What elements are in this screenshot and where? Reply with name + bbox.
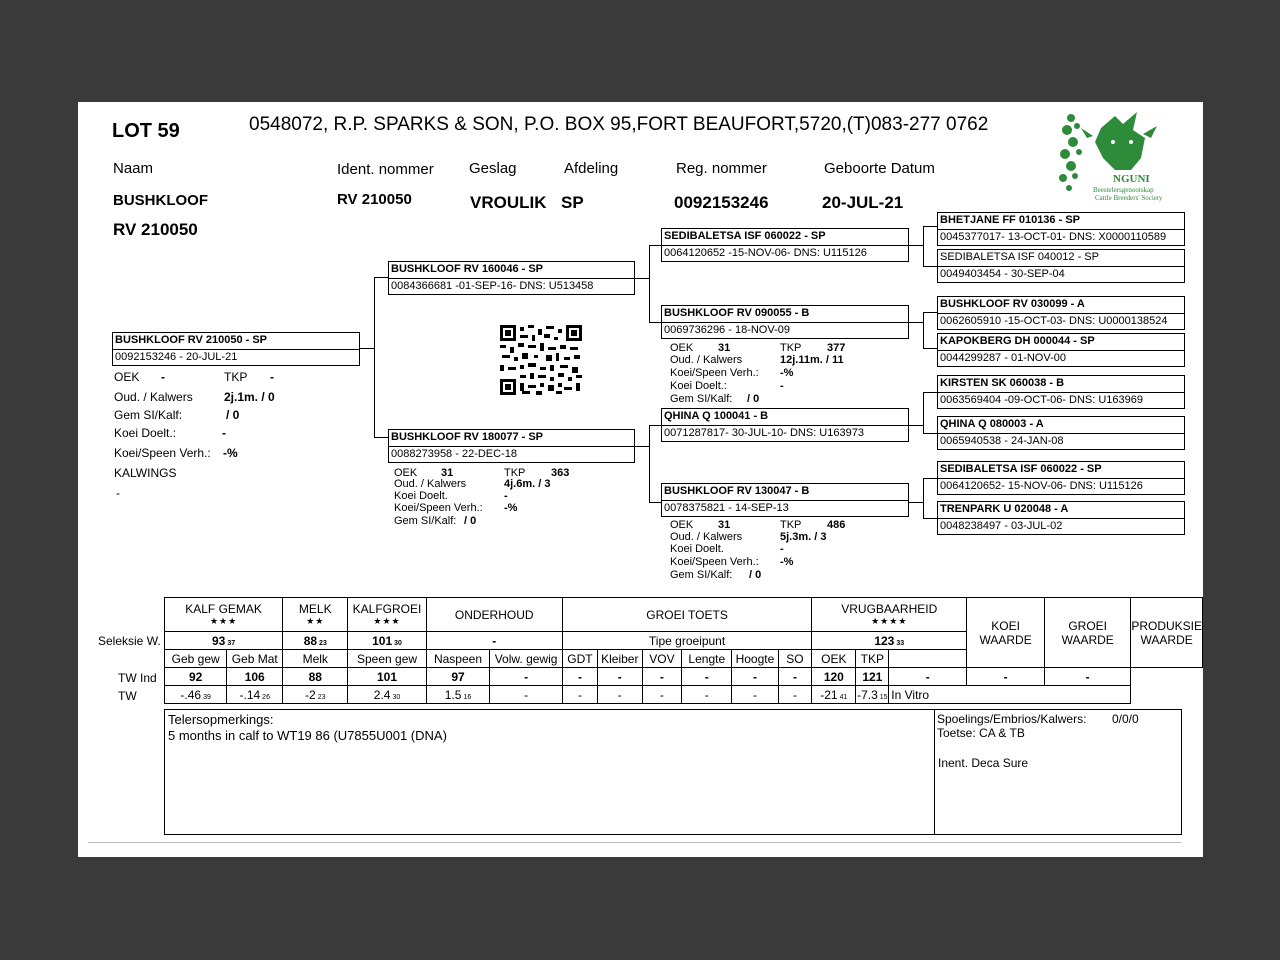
seleksie-onderhoud: - — [426, 632, 562, 650]
dam-tkp-label: TKP — [504, 467, 526, 479]
tw-value: -21 41 — [812, 686, 856, 704]
dd-gem-label: Gem SI/Kalf: — [670, 569, 733, 581]
catalogue-page — [78, 102, 1203, 857]
dsd-name: QHINA Q 080003 - A — [940, 418, 1044, 430]
tw-ind-value: - — [642, 668, 682, 686]
pedigree-dsd-box — [937, 416, 1185, 450]
col-header: Naspeen — [426, 650, 490, 668]
dds-name: SEDIBALETSA ISF 060022 - SP — [940, 463, 1102, 475]
tw-label: TW — [118, 689, 137, 703]
animal-reg: 0092153246 — [674, 193, 769, 212]
dam-oud-label: Oud. / Kalwers — [394, 478, 467, 490]
dss-name: KIRSTEN SK 060038 - B — [940, 377, 1065, 389]
tw-value: -.14 26 — [227, 686, 283, 704]
pedigree-ssd-box — [937, 249, 1185, 283]
col-header: VOV — [642, 650, 682, 668]
dd-doelt-label: Koei Doelt. — [670, 543, 724, 555]
tw-value: 1.5 16 — [426, 686, 490, 704]
sdd-name: KAPOKBERG DH 000044 - SP — [940, 335, 1095, 347]
tw-ind-label: TW Ind — [118, 671, 157, 685]
tw-value: - — [682, 686, 732, 704]
waarde-groei: - — [967, 668, 1045, 686]
dd-tkp: 486 — [827, 519, 846, 531]
pedigree-sdd-box — [937, 333, 1185, 367]
tw-value: -7.3 15 — [857, 687, 888, 702]
inent: Inent. Deca Sure — [938, 756, 1029, 770]
col-header: Volw. gewig — [490, 650, 562, 668]
qr-code-icon — [500, 325, 582, 395]
pedigree-animal-name: BUSHKLOOF RV 210050 - SP — [115, 334, 268, 346]
label-geslag: Geslag — [469, 160, 517, 177]
col-header: Speen gew — [348, 650, 426, 668]
tw-ind-value: - — [682, 668, 732, 686]
label-afdeling: Afdeling — [564, 160, 619, 177]
animal-afdeling: SP — [561, 193, 584, 212]
tw-ind-value: 88 — [283, 668, 348, 686]
animal-tkp: - — [270, 370, 274, 384]
in-vitro: In Vitro — [889, 686, 1131, 704]
dam-speen-label: Koei/Speen Verh.: — [394, 502, 483, 514]
sdd-line: 0044299287 - 01-NOV-00 — [940, 352, 1066, 364]
tw-value: - — [598, 686, 642, 704]
animal-doelt: - — [222, 426, 226, 440]
dd-oud: 5j.3m. / 3 — [780, 531, 827, 543]
animal-gem: / 0 — [226, 408, 240, 422]
tw-ind-value: - — [778, 668, 812, 686]
owner-line: 0548072, R.P. SPARKS & SON, P.O. BOX 95,FORT BEAUFORT,5720,(T)083-277 0762 — [249, 114, 989, 135]
sd-tkp: 377 — [827, 342, 846, 354]
hdr-kalfgroei: KALFGROEI ★★★ — [348, 598, 426, 632]
sss-line: 0045377017- 13-OCT-01- DNS: X0000110589 — [940, 231, 1167, 243]
sire-name: BUSHKLOOF RV 160046 - SP — [391, 263, 544, 275]
dam-name: BUSHKLOOF RV 180077 - SP — [391, 431, 544, 443]
svg-text:Cattle Breeders' Society: Cattle Breeders' Society — [1095, 194, 1163, 202]
hdr-kalf-gemak: KALF GEMAK ★★★ — [165, 598, 283, 632]
pedigree-ss-box — [661, 228, 909, 262]
tw-ind-value: 97 — [426, 668, 490, 686]
animal-birthdate: 20-JUL-21 — [822, 193, 904, 212]
ds-line: 0071287817- 30-JUL-10- DNS: U163973 — [664, 427, 864, 439]
col-header: SO — [778, 650, 812, 668]
sd-speen: -% — [780, 367, 794, 379]
seleksie-melk: 88 23 — [283, 632, 348, 650]
sd-doelt-label: Koei Doelt.: — [670, 380, 727, 392]
animal-gem-label: Gem SI/Kalf: — [114, 408, 183, 422]
dam-gem: / 0 — [464, 515, 477, 527]
col-header: GDT — [562, 650, 597, 668]
dd-name: BUSHKLOOF RV 130047 - B — [664, 485, 810, 497]
sss-name: BHETJANE FF 010136 - SP — [940, 214, 1080, 226]
dam-doelt-label: Koei Doelt. — [394, 490, 448, 502]
pedigree-dd-box — [661, 483, 909, 517]
tw-ind-value: - — [562, 668, 597, 686]
dd-oud-label: Oud. / Kalwers — [670, 531, 743, 543]
hdr-onderhoud: ONDERHOUD — [426, 598, 562, 632]
label-ident: Ident. nommer — [337, 161, 434, 178]
label-naam: Naam — [113, 160, 154, 177]
svg-text:Beestelersgenootskap: Beestelersgenootskap — [1093, 186, 1154, 194]
animal-doelt-label: Koei Doelt.: — [114, 426, 177, 440]
pedigree-sire-box — [388, 261, 635, 295]
sd-oek-label: OEK — [670, 342, 694, 354]
pedigree-ds-box — [661, 408, 909, 442]
remarks-text: 5 months in calf to WT19 86 (U7855U001 (DNA) — [168, 728, 447, 743]
tw-value: - — [562, 686, 597, 704]
dd-tkp-label: TKP — [780, 519, 802, 531]
spoelings-value: 0/0/0 — [1112, 712, 1139, 726]
animal-speen: -% — [223, 446, 238, 460]
spoelings-label: Spoelings/Embrios/Kalwers: — [937, 712, 1087, 726]
pedigree-dss-box — [937, 375, 1185, 409]
hdr-vrugbaarheid: VRUGBAARHEID ★★★★ — [812, 598, 967, 632]
seleksie-label: Seleksie W. — [98, 634, 161, 648]
dd-line: 0078375821 - 14-SEP-13 — [664, 502, 789, 514]
nguni-logo-icon — [1053, 108, 1168, 203]
ssd-name: SEDIBALETSA ISF 040012 - SP — [940, 251, 1099, 263]
tw-ind-value: 101 — [348, 668, 426, 686]
dds-line: 0064120652- 15-NOV-06- DNS: U115126 — [940, 480, 1143, 492]
ds-name: QHINA Q 100041 - B — [664, 410, 769, 422]
kalwings-value: - — [116, 486, 120, 500]
seleksie-groei: 101 30 — [348, 632, 426, 650]
tw-value: - — [778, 686, 812, 704]
dam-doelt: - — [504, 490, 508, 502]
col-header: Geb Mat — [227, 650, 283, 668]
toetse: Toetse: CA & TB — [937, 726, 1025, 740]
pedigree-sss-box — [937, 212, 1185, 246]
tw-value: - — [490, 686, 562, 704]
hdr-groei-waarde: GROEI WAARDE — [1045, 598, 1131, 668]
pedigree-ddd-box — [937, 501, 1185, 535]
dam-speen: -% — [504, 502, 518, 514]
label-reg: Reg. nommer — [676, 160, 767, 177]
sd-gem: / 0 — [747, 393, 760, 405]
col-header: Kleiber — [598, 650, 642, 668]
dsd-line: 0065940538 - 24-JAN-08 — [940, 435, 1064, 447]
lot-number: LOT 59 — [112, 120, 180, 142]
sd-gem-label: Gem SI/Kalf: — [670, 393, 733, 405]
animal-oud-label: Oud. / Kalwers — [114, 390, 193, 404]
nguni-logo — [1053, 108, 1168, 203]
ssd-line: 0049403454 - 30-SEP-04 — [940, 268, 1065, 280]
dd-doelt: - — [780, 543, 784, 555]
tw-ind-value: - — [598, 668, 642, 686]
dd-gem: / 0 — [749, 569, 762, 581]
qr-code — [500, 325, 582, 395]
hdr-koei-waarde: KOEI WAARDE — [967, 598, 1045, 668]
dam-gem-label: Gem SI/Kalf: — [394, 515, 457, 527]
tw-ind-value: - — [732, 668, 778, 686]
performance-table — [164, 597, 1203, 704]
sd-speen-label: Koei/Speen Verh.: — [670, 367, 759, 379]
tw-value: 2.4 30 — [348, 686, 426, 704]
tw-value: - — [642, 686, 682, 704]
sd-name: BUSHKLOOF RV 090055 - B — [664, 307, 810, 319]
ss-line: 0064120652 -15-NOV-06- DNS: U115126 — [664, 247, 867, 259]
pedigree-animal-box — [112, 332, 360, 366]
dam-oud: 4j.6m. / 3 — [504, 478, 551, 490]
seleksie-kalf: 93 37 — [165, 632, 283, 650]
dd-oek: 31 — [718, 519, 731, 531]
remarks-box — [164, 709, 1182, 835]
dd-oek-label: OEK — [670, 519, 694, 531]
ddd-name: TRENPARK U 020048 - A — [940, 503, 1069, 515]
tw-value: -.46 39 — [165, 686, 227, 704]
tw-ind-value: 121 — [856, 668, 889, 686]
remarks-title: Telersopmerkings: — [168, 712, 274, 727]
animal-oek: - — [161, 370, 165, 384]
hdr-melk: MELK ★★ — [283, 598, 348, 632]
tw-ind-value: 106 — [227, 668, 283, 686]
col-header: OEK — [812, 650, 856, 668]
animal-speen-label: Koei/Speen Verh.: — [114, 446, 211, 460]
ddd-line: 0048238497 - 03-JUL-02 — [940, 520, 1063, 532]
animal-geslag: VROULIK — [470, 193, 547, 212]
dd-speen-label: Koei/Speen Verh.: — [670, 556, 759, 568]
pedigree-sds-box — [937, 296, 1185, 330]
dam-line: 0088273958 - 22-DEC-18 — [391, 448, 517, 460]
kalwings-label: KALWINGS — [114, 466, 177, 480]
col-header: TKP — [856, 650, 889, 668]
pedigree-dds-box — [937, 461, 1185, 495]
sds-line: 0062605910 -15-OCT-03- DNS: U0000138524 — [940, 315, 1168, 327]
dam-oek-label: OEK — [394, 467, 418, 479]
dam-tkp: 363 — [551, 467, 570, 479]
label-geboorte: Geboorte Datum — [824, 160, 935, 177]
waarde-koei: - — [889, 668, 967, 686]
col-header: Lengte — [682, 650, 732, 668]
sd-line: 0069736296 - 18-NOV-09 — [664, 324, 790, 336]
tw-value: - — [732, 686, 778, 704]
animal-tkp-label: TKP — [224, 370, 248, 384]
pedigree-animal-line: 0092153246 - 20-JUL-21 — [115, 351, 238, 363]
dd-speen: -% — [780, 556, 794, 568]
animal-oek-label: OEK — [114, 370, 140, 384]
pedigree-dam-box — [388, 429, 635, 463]
dss-line: 0063569404 -09-OCT-06- DNS: U163969 — [940, 394, 1144, 406]
sd-oud: 12j.11m. / 11 — [780, 354, 844, 366]
ss-name: SEDIBALETSA ISF 060022 - SP — [664, 230, 826, 242]
tw-value: -2 23 — [283, 686, 348, 704]
tw-ind-value: - — [490, 668, 562, 686]
tw-ind-value: 120 — [812, 668, 856, 686]
sd-oud-label: Oud. / Kalwers — [670, 354, 743, 366]
col-header: Geb gew — [165, 650, 227, 668]
animal-name: BUSHKLOOF — [113, 192, 208, 209]
sire-line: 0084366681 -01-SEP-16- DNS: U513458 — [391, 280, 594, 292]
bottom-divider — [88, 842, 1181, 843]
seleksie-vrug: 123 33 — [812, 632, 967, 650]
svg-text:NGUNI: NGUNI — [1113, 173, 1150, 185]
animal-name-2: RV 210050 — [113, 220, 198, 239]
sd-oek: 31 — [718, 342, 731, 354]
col-header: Hoogte — [732, 650, 778, 668]
col-header: Melk — [283, 650, 348, 668]
tw-ind-value: 92 — [165, 668, 227, 686]
sds-name: BUSHKLOOF RV 030099 - A — [940, 298, 1085, 310]
hdr-groei-toets: GROEI TOETS — [562, 598, 811, 632]
dam-oek: 31 — [441, 467, 454, 479]
seleksie-tipe: Tipe groeipunt — [562, 632, 811, 650]
sd-tkp-label: TKP — [780, 342, 802, 354]
animal-ident: RV 210050 — [337, 191, 412, 208]
sd-doelt: - — [780, 380, 784, 392]
hdr-produksie-waarde: PRODUKSIE WAARDE — [1131, 598, 1203, 668]
waarde-produksie: - — [1045, 668, 1131, 686]
pedigree-sd-box — [661, 305, 909, 339]
animal-oud: 2j.1m. / 0 — [224, 390, 275, 404]
